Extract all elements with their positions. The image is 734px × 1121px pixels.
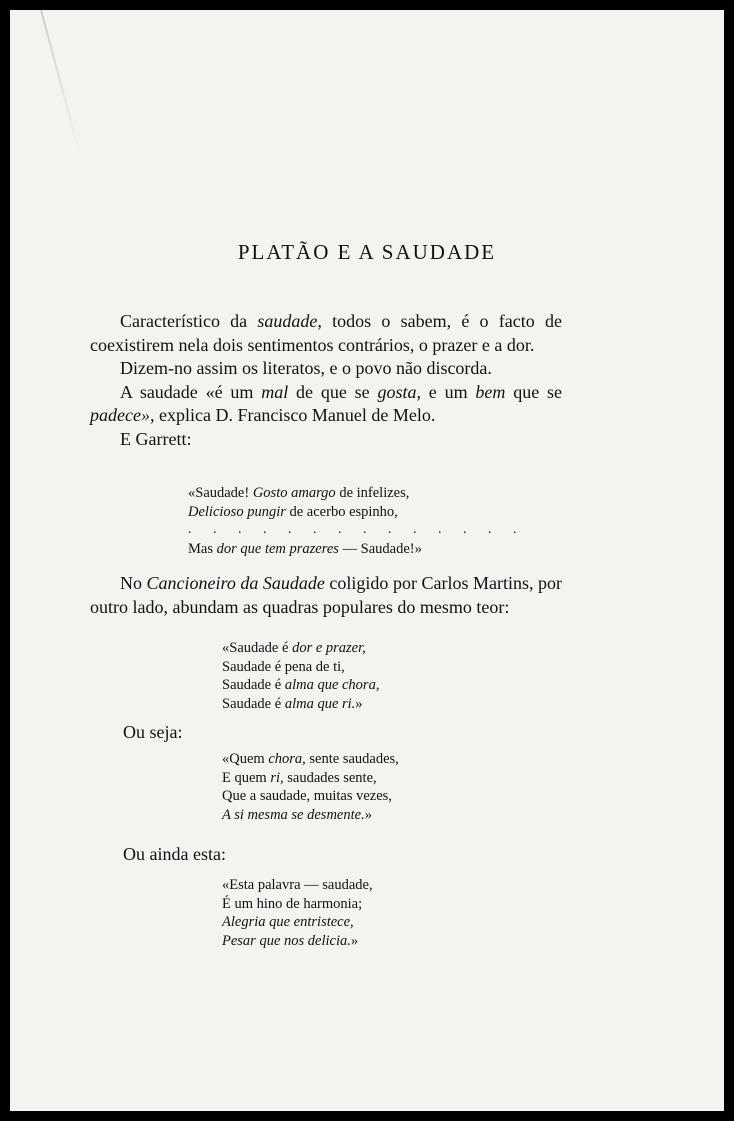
lead-text-1: Ou seja:	[123, 722, 183, 742]
paragraph-3: A saudade «é um mal de que se gosta, e um bem que se padece», explica D. Francisco Manuel de Melo.	[90, 381, 562, 425]
verse-line: E quem ri, saudades sente,	[222, 769, 377, 786]
page-fold-mark	[40, 10, 81, 155]
verse-cancioneiro	[222, 639, 379, 713]
verse-line: É um hino de harmonia;	[222, 895, 363, 912]
verse-esta-palavra	[222, 876, 373, 950]
verse-quem-chora	[222, 750, 399, 824]
body-text-block-2	[90, 572, 562, 619]
verse-line: Saudade é alma que ri.»	[222, 695, 363, 712]
verse-line: «Quem chora, sente saudades,	[222, 751, 399, 767]
paragraph-5: No Cancioneiro da Saudade coligido por Carlos Martins, por outro lado, abundam as quadras populares do mesmo teor:	[90, 573, 563, 617]
paragraph-2: Dizem-no assim os literatos, e o povo não discorda.	[120, 358, 492, 378]
paragraph-4: E Garrett:	[120, 428, 192, 449]
verse-ellipsis: . . . . . . . . . . . . . .	[188, 522, 526, 537]
verse-line: Alegria que entristece,	[222, 914, 354, 930]
verse-line: Pesar que nos delicia.»	[222, 932, 359, 949]
lead-text-2: Ou ainda esta:	[123, 844, 226, 864]
verse-line: «Saudade é dor e prazer,	[222, 640, 366, 656]
verse-line: Delicioso pungir de acerbo espinho,	[188, 503, 398, 520]
verse-line: Saudade é pena de ti,	[222, 658, 345, 675]
book-page	[10, 10, 724, 1111]
verse-garrett	[188, 484, 526, 558]
verse-line: Que a saudade, muitas vezes,	[222, 788, 392, 804]
verse-line: «Esta palavra — saudade,	[222, 877, 373, 893]
verse-line: Mas dor que tem prazeres — Saudade!»	[188, 540, 422, 557]
verse-line: Saudade é alma que chora,	[222, 677, 380, 693]
verse-line: A si mesma se desmente.»	[222, 806, 372, 823]
paragraph-1: Característico da saudade, todos o sabem, é o facto de coexistirem nela dois sentimentos contrários, o prazer e a dor.	[90, 311, 562, 355]
page-title: PLATÃO E A SAUDADE	[237, 240, 497, 264]
body-text-block-1	[90, 310, 562, 451]
verse-line: «Saudade! Gosto amargo de infelizes,	[188, 485, 410, 501]
